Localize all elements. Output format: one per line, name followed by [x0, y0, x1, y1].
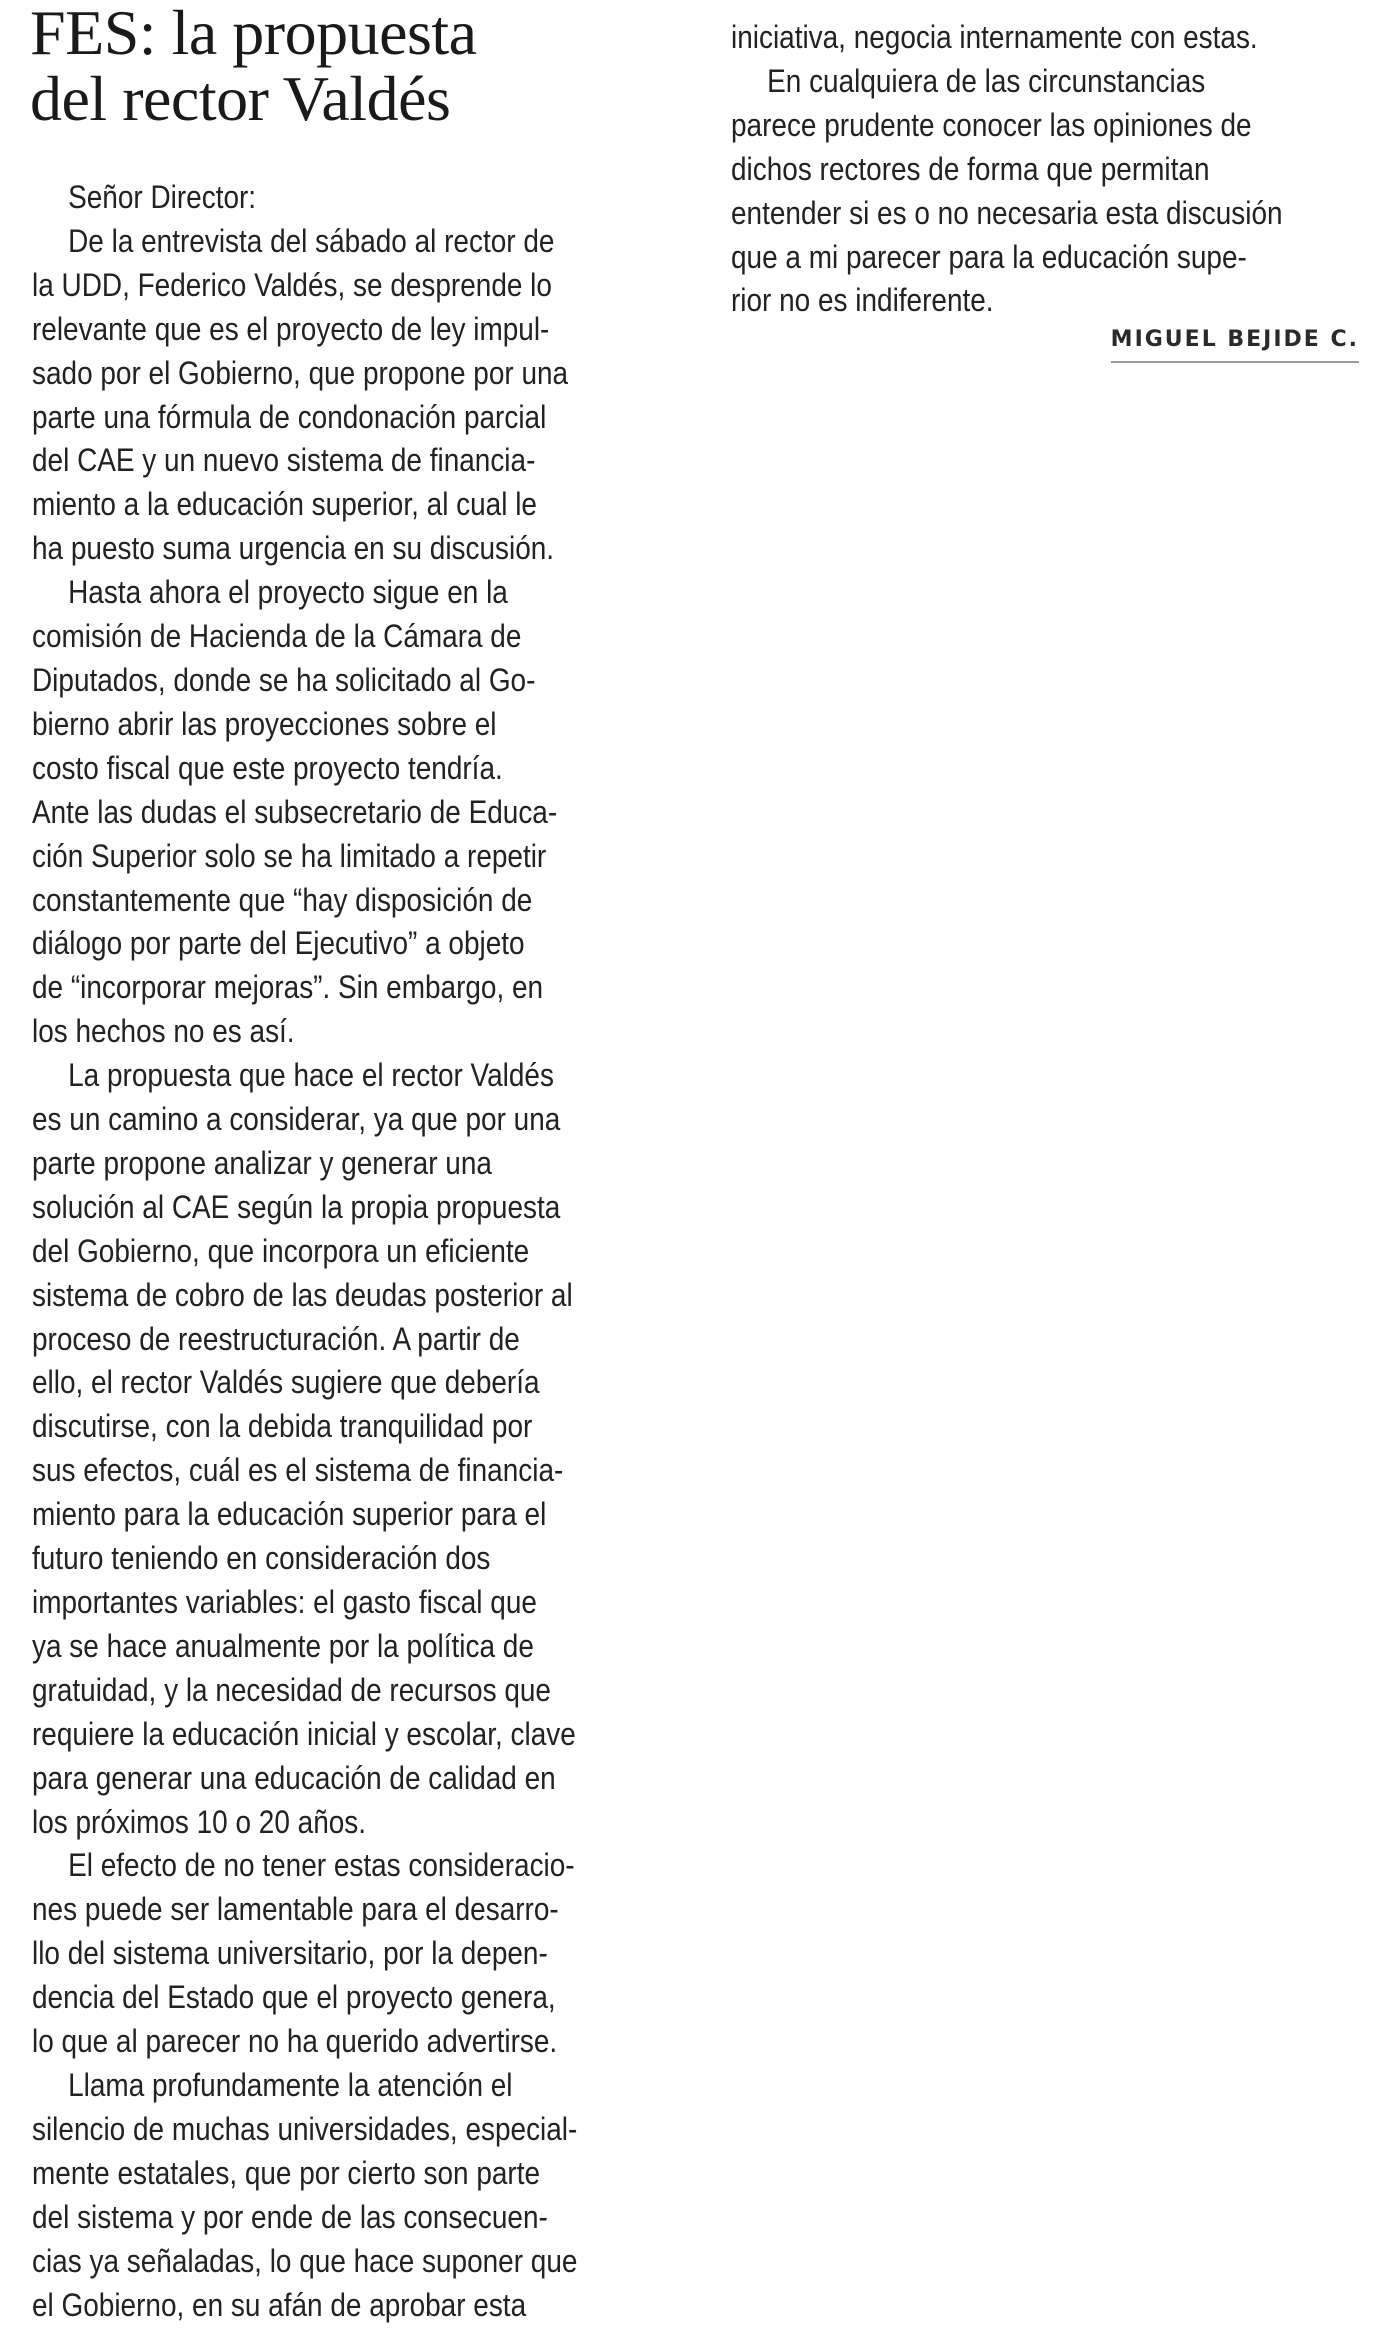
paragraph: Llama profundamente la atención el silencio de muchas universidades, especial- mente estatales, que por cierto son parte del sistema y por ende de las consecuen- cias ya señaladas, lo que hace suponer que el Gobierno, en su afán de aprobar esta — [32, 2066, 578, 2323]
paragraph-continuation: iniciativa, negocia internamente con estas. — [731, 19, 1258, 55]
paragraph: El efecto de no tener estas consideracio- nes puede ser lamentable para el desarro- llo del sistema universitario, por la depen- dencia del Estado que el proyecto genera, lo que al parecer no ha querido advertirse. — [32, 1847, 575, 2060]
headline: FES: la propuesta del rector Valdés — [30, 0, 477, 134]
salutation: Señor Director: — [68, 179, 257, 215]
paragraph: La propuesta que hace el rector Valdés es un camino a considerar, ya que por una parte propone analizar y generar una solución al CAE según la propia propuesta del Gobierno, que incorpora un eficiente sistema de cobro de las deudas posterior al proceso de reestructuración. A partir de ello, el rector Valdés sugiere que debería discutirse, con la debida tranquilidad por sus efectos, cuál es el sistema de financia- miento para la educación superior para el futuro teniendo en consideración dos importantes variables: el gasto fiscal que ya se hace anualmente por la política de gratuidad, y la necesidad de recursos que requiere la educación inicial y escolar, clave para generar una educación de calidad en los próximos 10 o 20 años. — [32, 1057, 576, 1840]
paragraph: De la entrevista del sábado al rector de la UDD, Federico Valdés, se desprende lo relevante que es el proyecto de ley impul- sado por el Gobierno, que propone por una parte una fórmula de condonación parcial del CAE y un nuevo sistema de financia- miento a la educación superior, al cual le ha puesto suma urgencia en su discusión. — [32, 222, 569, 567]
author-signature: MIGUEL BEJIDE C. — [1111, 327, 1359, 363]
paragraph: En cualquiera de las circunstancias parece prudente conocer las opiniones de dichos rectores de forma que permitan entender si es o no necesaria esta discusión que a mi parecer para la educación supe- rior no es indiferente. — [731, 62, 1283, 319]
left-column — [32, 176, 672, 2327]
right-column — [731, 16, 1290, 323]
paragraph: Hasta ahora el proyecto sigue en la comisión de Hacienda de la Cámara de Diputados, donde se ha solicitado al Go- bierno abrir las proyecciones sobre el costo fiscal que este proyecto tendría. Ante las dudas el subsecretario de Educa- ción Superior solo se ha limitado a repetir constantemente que “hay disposición de diálogo por parte del Ejecutivo” a objeto de “incorporar mejoras”. Sin embargo, en los hechos no es así. — [32, 574, 558, 1050]
